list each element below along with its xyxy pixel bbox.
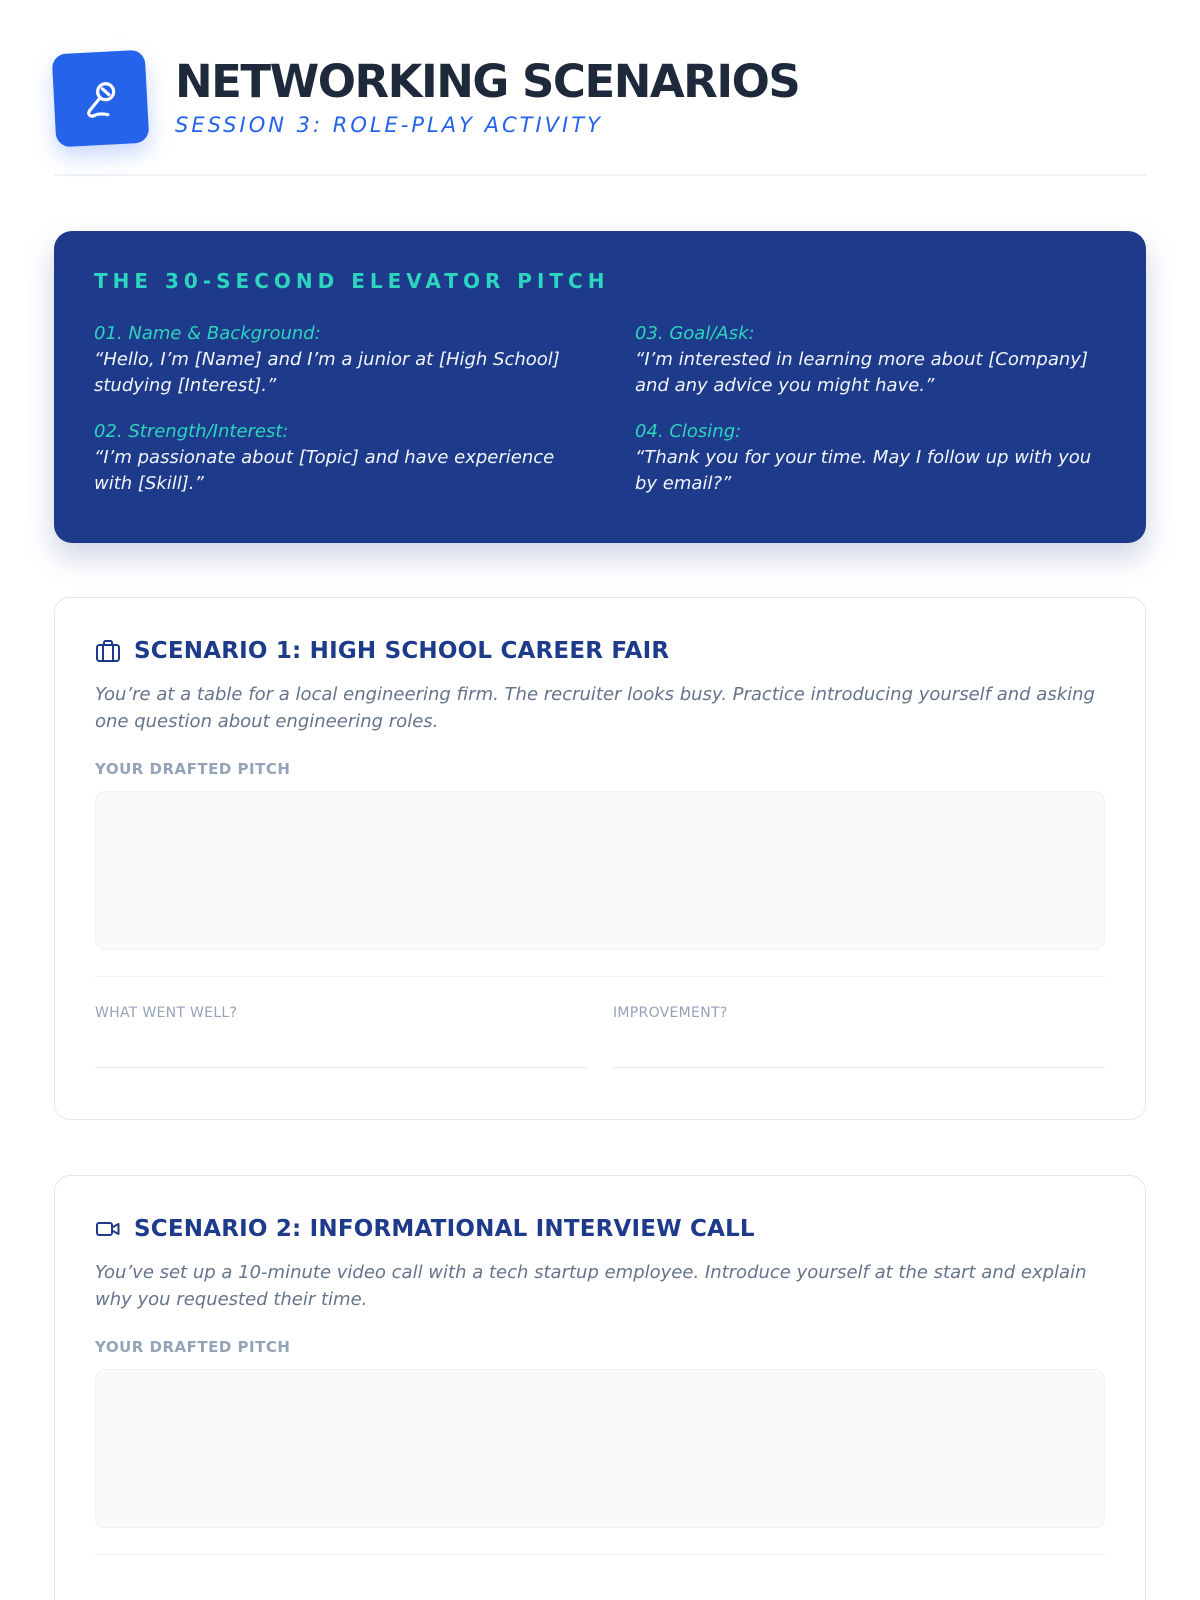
- scenario-header: [95, 1216, 1105, 1242]
- divider: [95, 1554, 1105, 1555]
- improvement-field: [613, 1005, 1105, 1068]
- page-subtitle: SESSION 3: ROLE-PLAY ACTIVITY: [175, 113, 603, 138]
- page-header: [54, 0, 1146, 176]
- pitch-step-label: 04. Closing:: [635, 421, 742, 442]
- pitch-step: [635, 321, 1106, 399]
- pitch-field-label: YOUR DRAFTED PITCH: [95, 760, 291, 778]
- improvement-input[interactable]: [613, 1067, 1105, 1068]
- pitch-step-text: “I’m passionate about [Topic] and have experience with [Skill].”: [94, 447, 555, 494]
- improvement-label: IMPROVEMENT?: [613, 1005, 728, 1021]
- page-title: NETWORKING SCENARIOS: [175, 55, 800, 108]
- pitch-title: THE 30-SECOND ELEVATOR PITCH: [94, 269, 610, 293]
- elevator-pitch-panel: [54, 231, 1146, 543]
- video-camera-icon: [95, 1216, 121, 1242]
- drafted-pitch-input[interactable]: [95, 1369, 1105, 1528]
- pitch-steps: [94, 321, 1106, 497]
- divider: [95, 976, 1105, 977]
- pitch-step-label: 02. Strength/Interest:: [94, 421, 289, 442]
- scenario-card-2: [54, 1175, 1146, 1600]
- scenario-title: SCENARIO 1: HIGH SCHOOL CAREER FAIR: [134, 638, 670, 664]
- went-well-input[interactable]: [95, 1067, 587, 1068]
- pitch-step-text: “Hello, I’m [Name] and I’m a junior at [High School] studying [Interest].”: [94, 349, 560, 396]
- scenario-card-1: [54, 597, 1146, 1120]
- went-well-label: WHAT WENT WELL?: [95, 1005, 238, 1021]
- title-block: [175, 52, 799, 137]
- pitch-step-label: 01. Name & Background:: [94, 323, 321, 344]
- pitch-step-text: “Thank you for your time. May I follow up with you by email?”: [635, 447, 1092, 494]
- microphone-icon: [52, 50, 150, 148]
- scenario-header: [95, 638, 1105, 664]
- pitch-step-label: 03. Goal/Ask:: [635, 323, 755, 344]
- briefcase-icon: [95, 638, 121, 664]
- pitch-step: [94, 321, 565, 399]
- pitch-step-text: “I’m interested in learning more about [Company] and any advice you might have.”: [635, 349, 1088, 396]
- pitch-field-label: YOUR DRAFTED PITCH: [95, 1338, 291, 1356]
- feedback-row: [95, 1005, 1105, 1068]
- scenario-description: You’re at a table for a local engineering firm. The recruiter looks busy. Practice introducing yourself and asking one question about engineering roles.: [95, 684, 1095, 732]
- went-well-field: [95, 1005, 587, 1068]
- scenario-title: SCENARIO 2: INFORMATIONAL INTERVIEW CALL: [134, 1216, 755, 1242]
- drafted-pitch-input[interactable]: [95, 791, 1105, 950]
- pitch-step: [635, 419, 1106, 497]
- pitch-step: [94, 419, 565, 497]
- scenario-description: You’ve set up a 10-minute video call with a tech startup employee. Introduce yourself at the start and explain why you requested their time.: [95, 1262, 1087, 1310]
